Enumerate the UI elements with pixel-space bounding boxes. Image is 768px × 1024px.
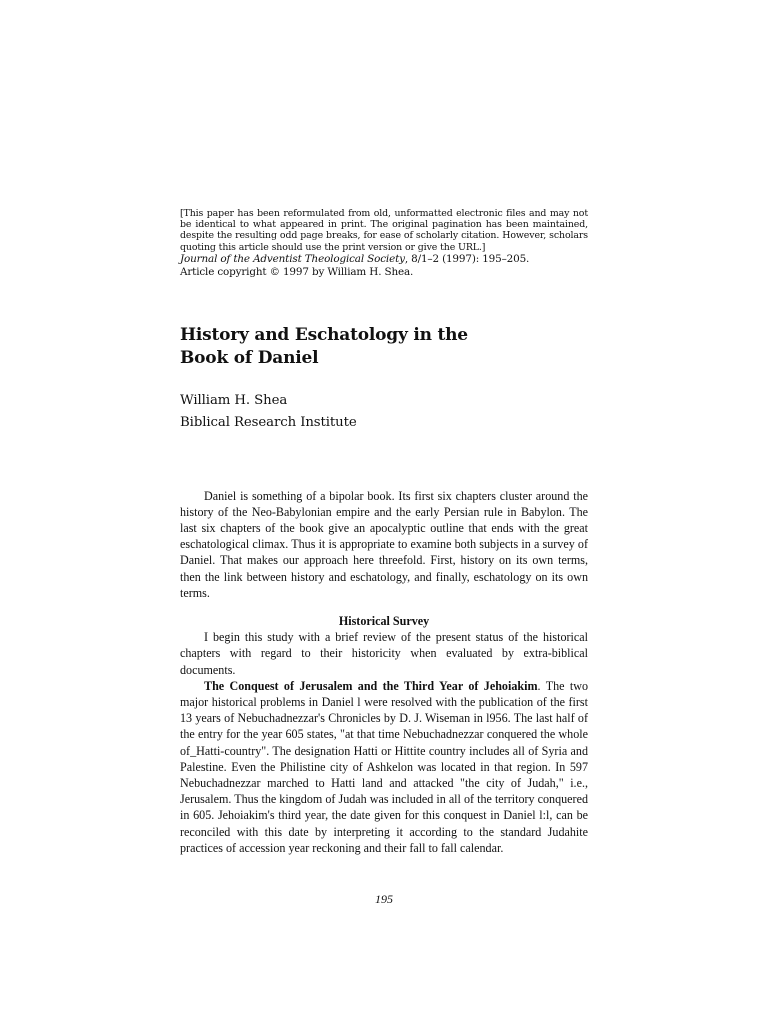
title-line-2: Book of Daniel <box>180 347 319 368</box>
article-page <box>180 208 588 856</box>
subsection-heading: The Conquest of Jerusalem and the Third Year of Jehoiakim <box>204 678 538 693</box>
intro-paragraph: Daniel is something of a bipolar book. Its first six chapters cluster around the history of the Neo-Babylonian empire and the early Persian rule in Babylon. The last six chapters of the book give an apocalyptic outline that ends with the great eschatological climax. Thus it is appropriate to examine both subjects in a survey of Daniel. That makes our approach here threefold. First, history on its own terms, then the link between history and eschatology, and finally, eschatology on its own terms. <box>180 488 588 600</box>
copyright-line: Article copyright © 1997 by William H. Shea. <box>180 266 414 279</box>
citation-block <box>180 253 588 280</box>
journal-citation <box>180 253 588 266</box>
author-name: William H. Shea <box>180 392 288 408</box>
section-intro-paragraph: I begin this study with a brief review of the present status of the historical chapters with regard to their historicity when evaluated by extra-biblical documents. <box>180 630 588 677</box>
title-line-1: History and Eschatology in the <box>180 324 468 345</box>
notice-text: [This paper has been reformulated from old, unformatted electronic files and may not be identical to what appeared in print. The original pagination has been maintained, despite the resulting odd page breaks, for ease of scholarly citation. However, scholars quoting this article should use the print version or give the URL.] <box>180 208 588 253</box>
section-heading: Historical Survey <box>338 614 430 629</box>
journal-details: , 8/1–2 (1997): 195–205. <box>404 252 530 265</box>
reformulation-notice <box>180 208 588 253</box>
subsection-text: . The two major historical problems in Daniel l were resolved with the publication of the first 13 years of Nebuchadnezzar's Chronicles by D. J. Wiseman in l956. The last half of the entry for the year 605 states, "at that time Nebuchadnezzar conquered the whole of_Hatti-country". The designation Hatti or Hittite country includes all of Syria and Palestine. Even the Philistine city of Ashkelon was located in that region. In 597 Nebuchadnezzar marched to Hatti land and attacked "the city of Judah," i.e., Jerusalem. Thus the kingdom of Judah was included in all of the territory conquered in 605. Jehoiakim's third year, the date given for this conquest in Daniel l:l, can be reconciled with this date by interpreting it according to the standard Judahite practices of accession year reckoning and their fall to fall calendar. <box>180 678 589 855</box>
journal-name: Journal of the Adventist Theological Society <box>180 252 405 265</box>
conquest-paragraph <box>180 678 588 856</box>
author-affiliation: Biblical Research Institute <box>180 414 357 430</box>
article-body <box>180 488 588 856</box>
author-block <box>180 390 588 434</box>
page-number: 195 <box>375 892 393 906</box>
article-title <box>180 324 588 370</box>
